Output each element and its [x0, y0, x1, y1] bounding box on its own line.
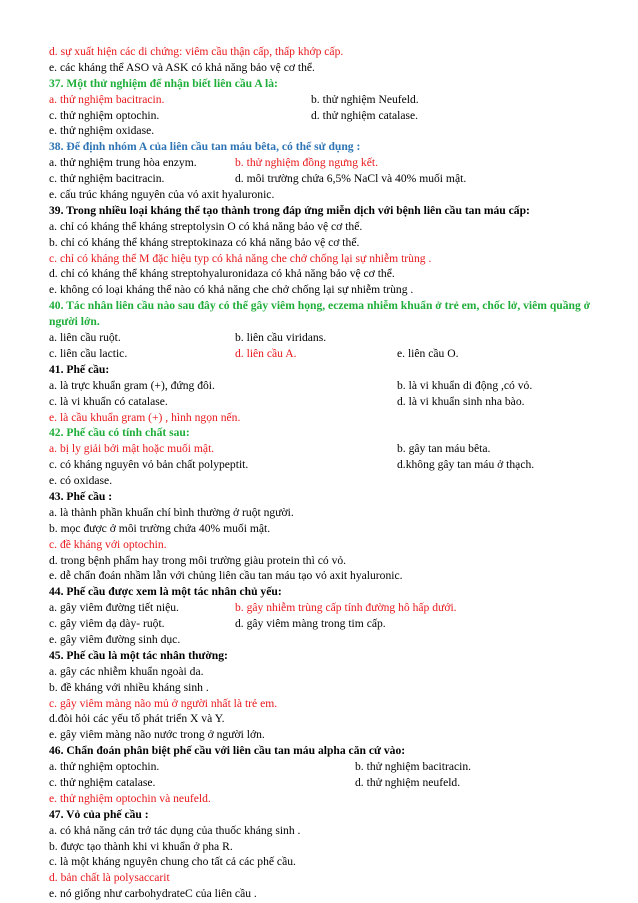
answer-option: d.không gây tan máu ở thạch. [397, 458, 535, 472]
question-text: 46. Chẩn đoán phân biệt phế cầu với liên cầu tan máu alpha căn cứ vào: [49, 744, 406, 758]
answer-option: e. liên cầu O. [397, 346, 459, 360]
answer-option: a. thử nghiệm bacitracin. [49, 92, 165, 106]
answer-row [49, 155, 609, 171]
answer-option: d. là vi khuẩn sinh nha bào. [397, 394, 525, 408]
answer-option: a. bị ly giải bởi mật hoặc muối mật. [49, 442, 215, 456]
answer-option: b. liên cầu viridans. [235, 331, 327, 345]
answer-row [49, 346, 609, 362]
answer-option: a. liên cầu ruột. [49, 331, 121, 345]
answer-option: e. cấu trúc kháng nguyên của vỏ axit hyaluronic. [49, 188, 275, 202]
answer-option: d. sự xuất hiện các di chứng: viêm cầu thận cấp, thấp khớp cấp. [49, 45, 344, 58]
answer-row [49, 457, 609, 473]
answer-option: d. gây viêm màng trong tim cấp. [235, 617, 386, 631]
answer-option: d. môi trường chứa 6,5% NaCl và 40% muối mật. [235, 172, 467, 186]
answer-option: e. không có loại kháng thể nào có khả năng che chở chống lại sự nhiễm trùng . [49, 283, 414, 297]
answer-option: e. các kháng thể ASO và ASK có khả năng bảo vệ cơ thể. [49, 60, 315, 74]
question-text: 41. Phế cầu: [49, 362, 110, 376]
answer-option: a. chỉ có kháng thể kháng streptolysin O có khả năng bảo vệ cơ thể. [49, 219, 363, 233]
answer-row [49, 600, 609, 616]
question-text: 45. Phế cầu là một tác nhân thường: [49, 648, 228, 662]
answer-option: c. chỉ có kháng thể M đặc hiệu typ có khả năng che chở chống lại sự nhiễm trùng . [49, 251, 432, 265]
answer-option: c. gây viêm màng não mủ ở người nhất là trẻ em. [49, 696, 278, 710]
question-text: 47. Vỏ của phế cầu : [49, 807, 149, 821]
answer-row [49, 759, 609, 775]
answer-option: a. là trực khuẩn gram (+), đứng đôi. [49, 378, 215, 392]
answer-option: c. là một kháng nguyên chung cho tất cả các phế cầu. [49, 855, 296, 869]
answer-option: e. là cầu khuẩn gram (+) , hình ngọn nến. [49, 410, 241, 424]
answer-option: e. dễ chẩn đoán nhầm lẫn với chủng liên cầu tan máu tạo vỏ axit hyaluronic. [49, 569, 403, 583]
answer-option: b. mọc được ở môi trường chứa 40% muối mật. [49, 521, 271, 535]
answer-option: a. thử nghiệm optochin. [49, 760, 160, 774]
answer-option: c. thử nghiệm bacitracin. [49, 172, 165, 186]
answer-option: a. gây các nhiễm khuẩn ngoài da. [49, 664, 204, 678]
question-text: 37. Một thử nghiệm để nhận biết liên cầu A là: [49, 76, 278, 90]
answer-option: b. chỉ có kháng thể kháng streptokinaza có khả năng bảo vệ cơ thể. [49, 235, 360, 249]
answer-option: b. đề kháng với nhiều kháng sinh . [49, 680, 209, 694]
question-text: 44. Phế cầu được xem là một tác nhân chủ yếu: [49, 585, 282, 599]
answer-row [49, 171, 609, 187]
answer-option: c. gây viêm dạ dày- ruột. [49, 617, 165, 631]
answer-option: e. thử nghiệm oxidase. [49, 124, 155, 138]
answer-row [49, 92, 609, 108]
answer-option: b. thử nghiệm Neufeld. [311, 92, 419, 106]
answer-option: d. thử nghiệm neufeld. [355, 776, 461, 789]
answer-option: a. có khả năng cản trở tác dụng của thuốc kháng sinh . [49, 823, 301, 837]
answer-option: c. thử nghiệm catalase. [49, 776, 156, 789]
answer-option: b. là vi khuẩn di động ,có vỏ. [397, 378, 533, 392]
answer-option: c. có kháng nguyên vỏ bản chất polypeptit. [49, 458, 249, 472]
answer-option: a. là thành phần khuẩn chí bình thường ở ruột người. [49, 505, 294, 519]
answer-option: d. trong bệnh phẩm hay trong môi trường giàu protein thì có vỏ. [49, 553, 347, 567]
answer-option: e. thử nghiệm optochin và neufeld. [49, 791, 211, 805]
answer-row [49, 378, 609, 394]
answer-option: b. gây nhiễm trùng cấp tính đường hô hấp dưới. [235, 601, 457, 615]
answer-option: a. thử nghiệm trung hòa enzym. [49, 156, 197, 170]
answer-option: e. có oxidase. [49, 474, 113, 488]
answer-option: d.đòi hỏi các yếu tố phát triển X và Y. [49, 712, 225, 726]
answer-option: a. gây viêm đường tiết niệu. [49, 601, 179, 615]
answer-row [49, 441, 609, 457]
answer-option: b. thử nghiệm bacitracin. [355, 760, 472, 774]
answer-row [49, 616, 609, 632]
document-page [49, 44, 609, 902]
answer-option: e. gây viêm màng não nước trong ở người lớn. [49, 728, 265, 742]
answer-option: c. đề kháng với optochin. [49, 537, 167, 551]
answer-option: c. là vi khuẩn có catalase. [49, 394, 168, 408]
answer-option: b. gây tan máu bêta. [397, 442, 491, 456]
answer-option: b. được tạo thành khi vi khuẩn ở pha R. [49, 839, 233, 853]
answer-option: e. nó giống như carbohydrateC của liên cầu . [49, 887, 257, 901]
answer-option: d. liên cầu A. [235, 346, 297, 360]
answer-option: b. thử nghiệm đồng ngưng kết. [235, 156, 378, 170]
question-text: 40. Tác nhân liên cầu nào sau đây có thể gây viêm họng, eczema nhiễm khuẩn ở trẻ em, chốc lở, viêm quầng ở người lớn. [49, 299, 591, 329]
answer-option: c. thử nghiệm optochin. [49, 108, 160, 122]
answer-option: e. gây viêm đường sinh dục. [49, 632, 181, 646]
answer-row [49, 775, 609, 791]
answer-row [49, 394, 609, 410]
question-text: 43. Phế cầu : [49, 489, 113, 503]
answer-option: d. chỉ có kháng thể kháng streptohyaluronidaza có khả năng bảo vệ cơ thể. [49, 267, 395, 281]
answer-option: d. thử nghiệm catalase. [311, 108, 419, 122]
answer-row [49, 330, 609, 346]
question-text: 42. Phế cầu có tính chất sau: [49, 426, 190, 440]
answer-option: d. bản chất là polysaccarit [49, 871, 170, 885]
answer-row [49, 108, 609, 124]
question-text: 38. Để định nhóm A của liên cầu tan máu bêta, có thể sử dụng : [49, 140, 361, 154]
question-text: 39. Trong nhiều loại kháng thể tạo thành trong đáp ứng miễn dịch với bệnh liên cầu tan máu cấp: [49, 203, 530, 217]
answer-option: c. liên cầu lactic. [49, 346, 128, 360]
